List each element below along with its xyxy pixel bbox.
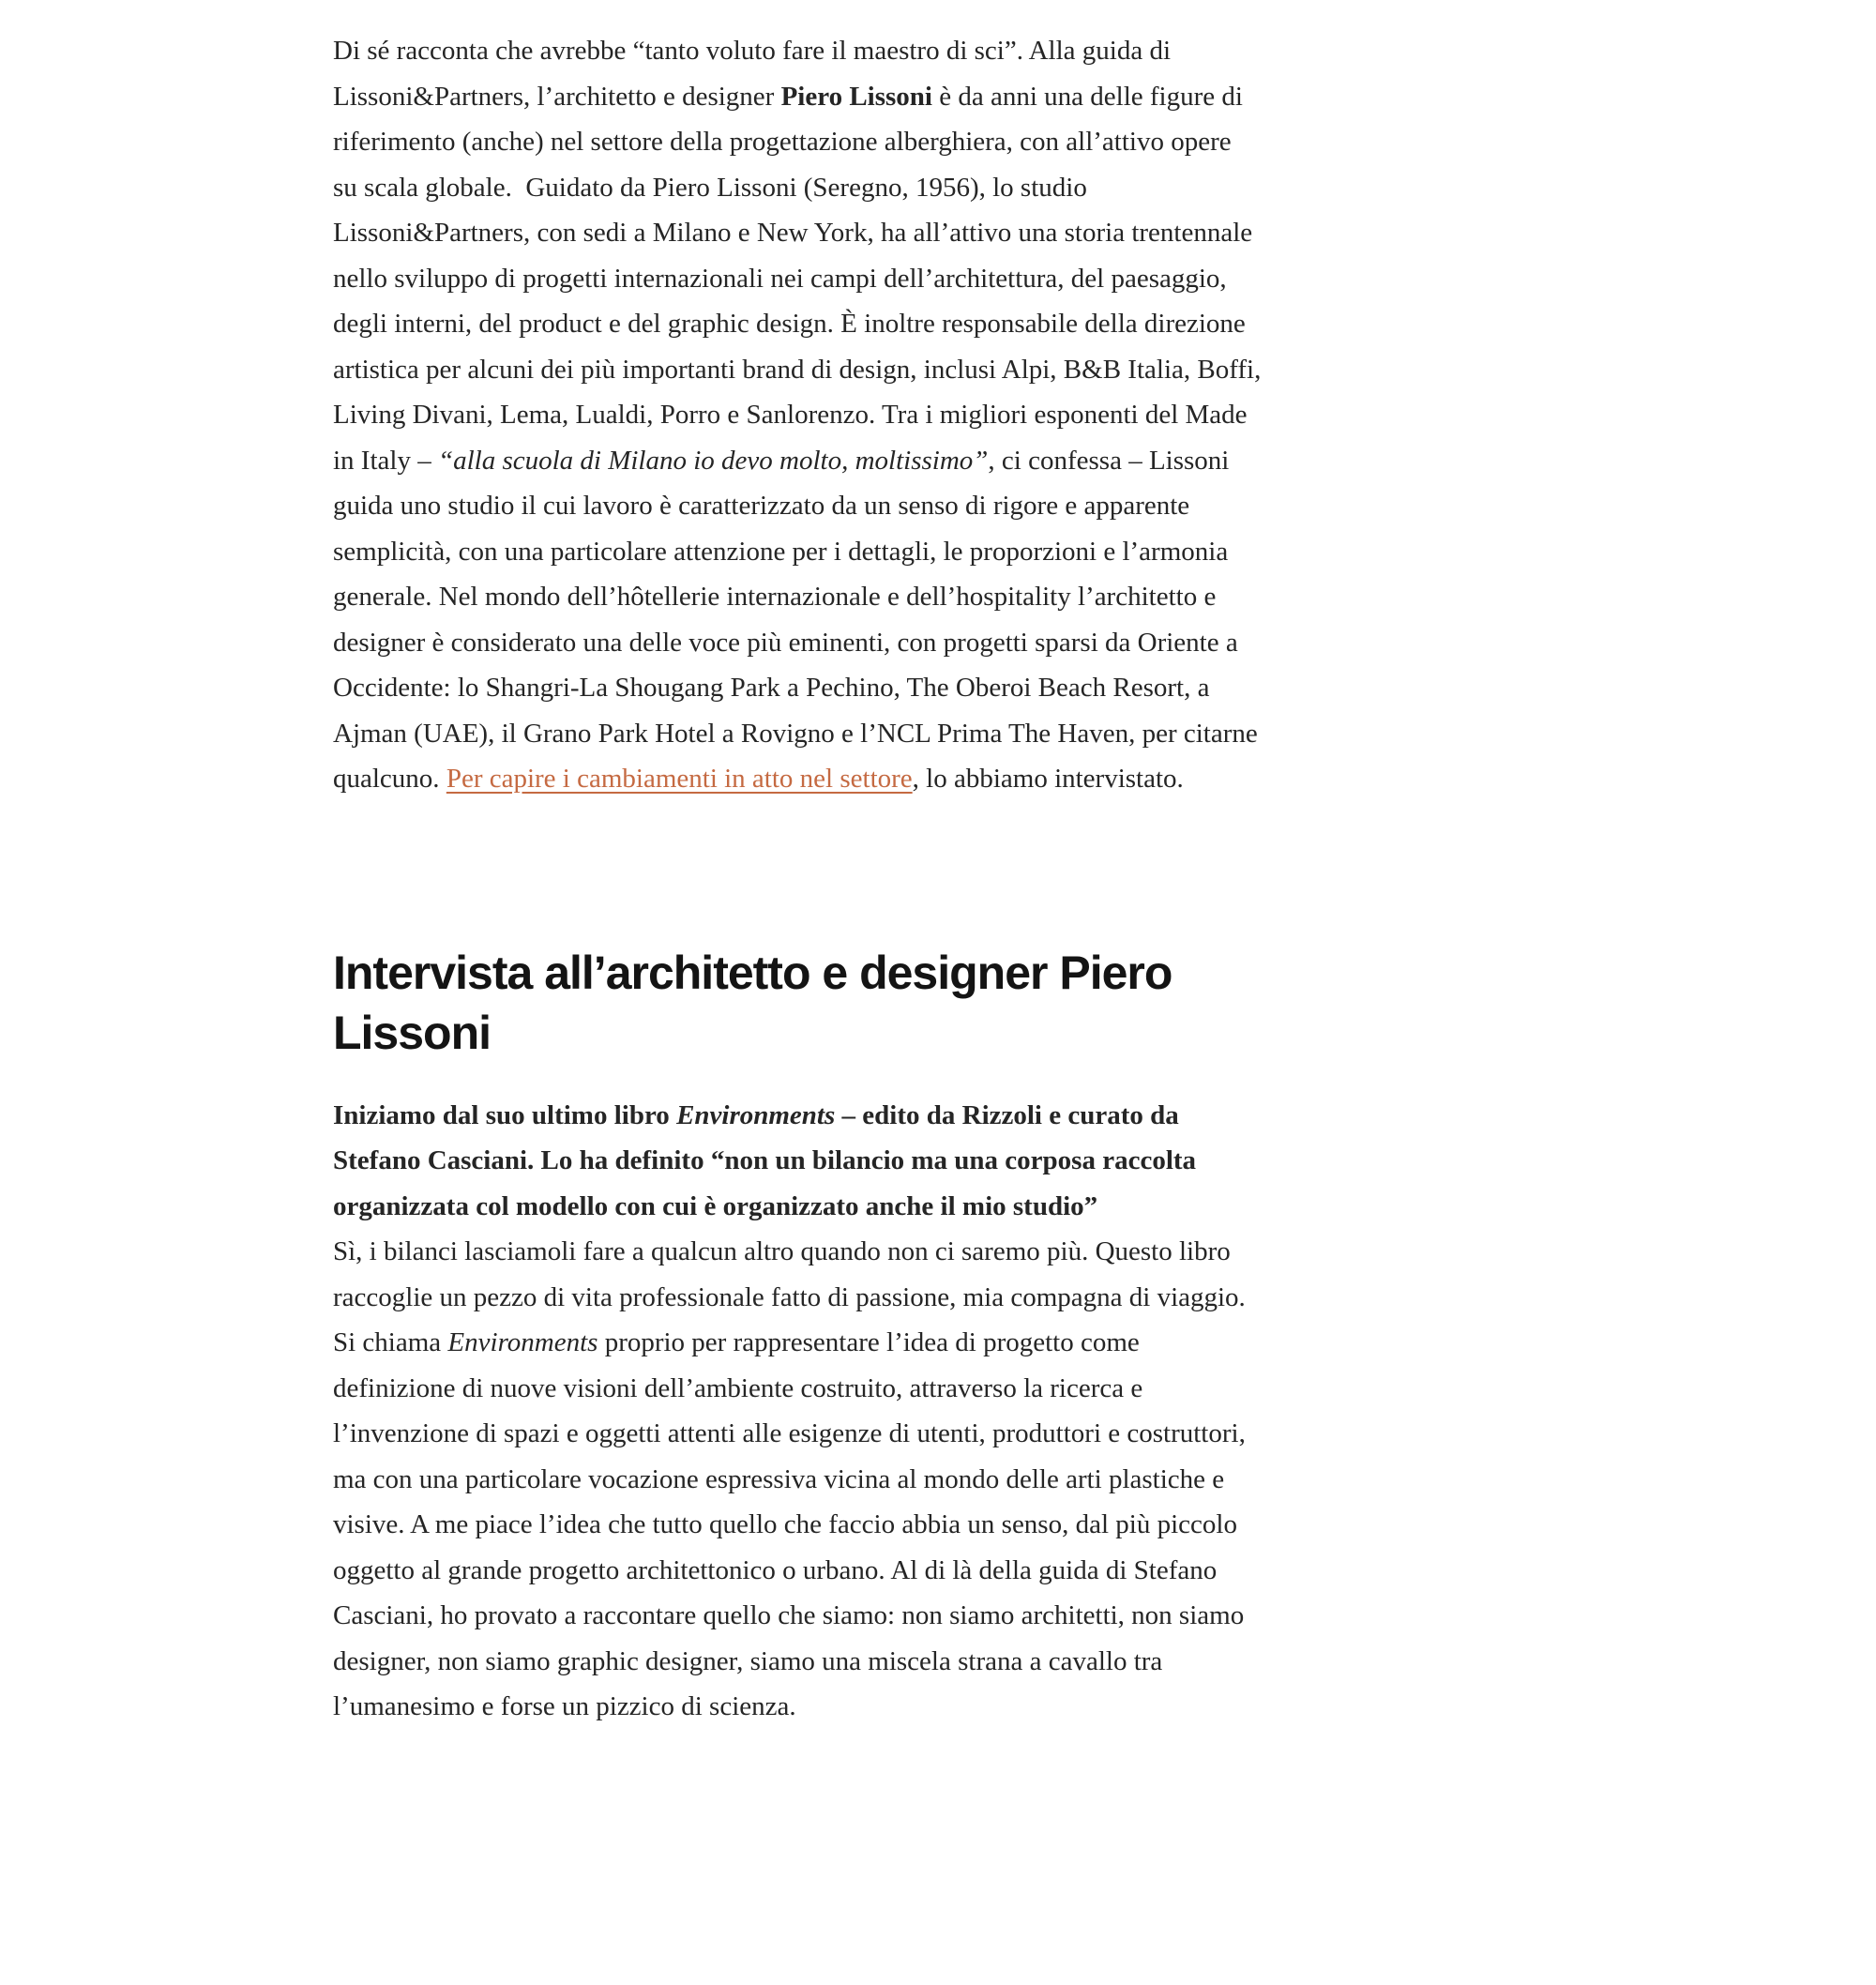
article-content <box>333 28 1262 1730</box>
text-segment: Environments <box>676 1099 836 1130</box>
text-segment: Sì, i bilanci lasciamoli fare a qualcun altro quando non ci saremo più. Questo libro raccoglie un pezzo di vita professionale fatto di passione, mia compagna di viaggio. Si chiama <box>333 1236 1246 1357</box>
section-heading: Intervista all’architetto e designer Piero Lissoni <box>333 946 1172 1059</box>
text-segment: “alla scuola di Milano io devo molto, moltissimo” <box>437 445 989 476</box>
text-segment: Environments <box>447 1327 598 1357</box>
text-segment: è da anni una delle figure di riferimento (anche) nel settore della progettazione alberghiera, con all’attivo opere su scala globale. Guidato da Piero Lissoni (Seregno, 1956), lo studio Lissoni&Partners, con sedi a Milano e New York, ha all’attivo una storia trentennale nello sviluppo di progetti internazionali nei campi dell’architettura, del paesaggio, degli interni, del product e del graphic design. È inoltre responsabile della direzione artistica per alcuni dei più importanti brand di design, inclusi Alpi, B&B Italia, Boffi, Living Divani, Lema, Lualdi, Porro e Sanlorenzo. Tra i migliori esponenti del Made in Italy – <box>333 81 1262 476</box>
text-segment: Iniziamo dal suo ultimo libro <box>333 1099 677 1130</box>
text-segment: – edito da Rizzoli e curato da Stefano Casciani. Lo ha definito “non un bilancio ma una corposa raccolta organizzata col modello con cui è organizzato anche il mio studio” <box>333 1099 1197 1221</box>
intro-paragraph <box>333 28 1262 802</box>
question-paragraph <box>333 1093 1262 1230</box>
text-segment: Di sé racconta che avrebbe “tanto voluto fare il maestro di sci”. Alla guida di Lissoni&Partners, l’architetto e designer <box>333 36 1172 112</box>
text-segment: , ci confessa – Lissoni guida uno studio il cui lavoro è caratterizzato da un senso di rigore e apparente semplicità, con una particolare attenzione per i dettagli, le proporzioni e l’armonia generale. Nel mondo dell’hôtellerie internazionale e dell’hospitality l’architetto e designer è considerato una delle voce più eminenti, con progetti sparsi da Oriente a Occidente: lo Shangri-La Shougang Park a Pechino, The Oberoi Beach Resort, a Ajman (UAE), il Grano Park Hotel a Rovigno e l’NCL Prima The Haven, per citarne qualcuno. <box>333 445 1258 794</box>
text-segment: proprio per rappresentare l’idea di progetto come definizione di nuove visioni dell’ambiente costruito, attraverso la ricerca e l’invenzione di spazi e oggetti attenti alle esigenze di utenti, produttori e costruttori, ma con una particolare vocazione espressiva vicina al mondo delle arti plastiche e visive. A me piace l’idea che tutto quello che faccio abbia un senso, dal più piccolo oggetto al grande progetto architettonico o urbano. Al di là della guida di Stefano Casciani, ho provato a raccontare quello che siamo: non siamo architetti, non siamo designer, non siamo graphic designer, siamo una miscela strana a cavallo tra l’umanesimo e forse un pizzico di scienza. <box>333 1327 1246 1721</box>
answer-paragraph <box>333 1229 1262 1730</box>
text-segment: Piero Lissoni <box>780 81 932 112</box>
inline-text-link[interactable]: Per capire i cambiamenti in atto nel settore <box>446 764 913 794</box>
text-segment: , lo abbiamo intervistato. <box>912 764 1184 794</box>
